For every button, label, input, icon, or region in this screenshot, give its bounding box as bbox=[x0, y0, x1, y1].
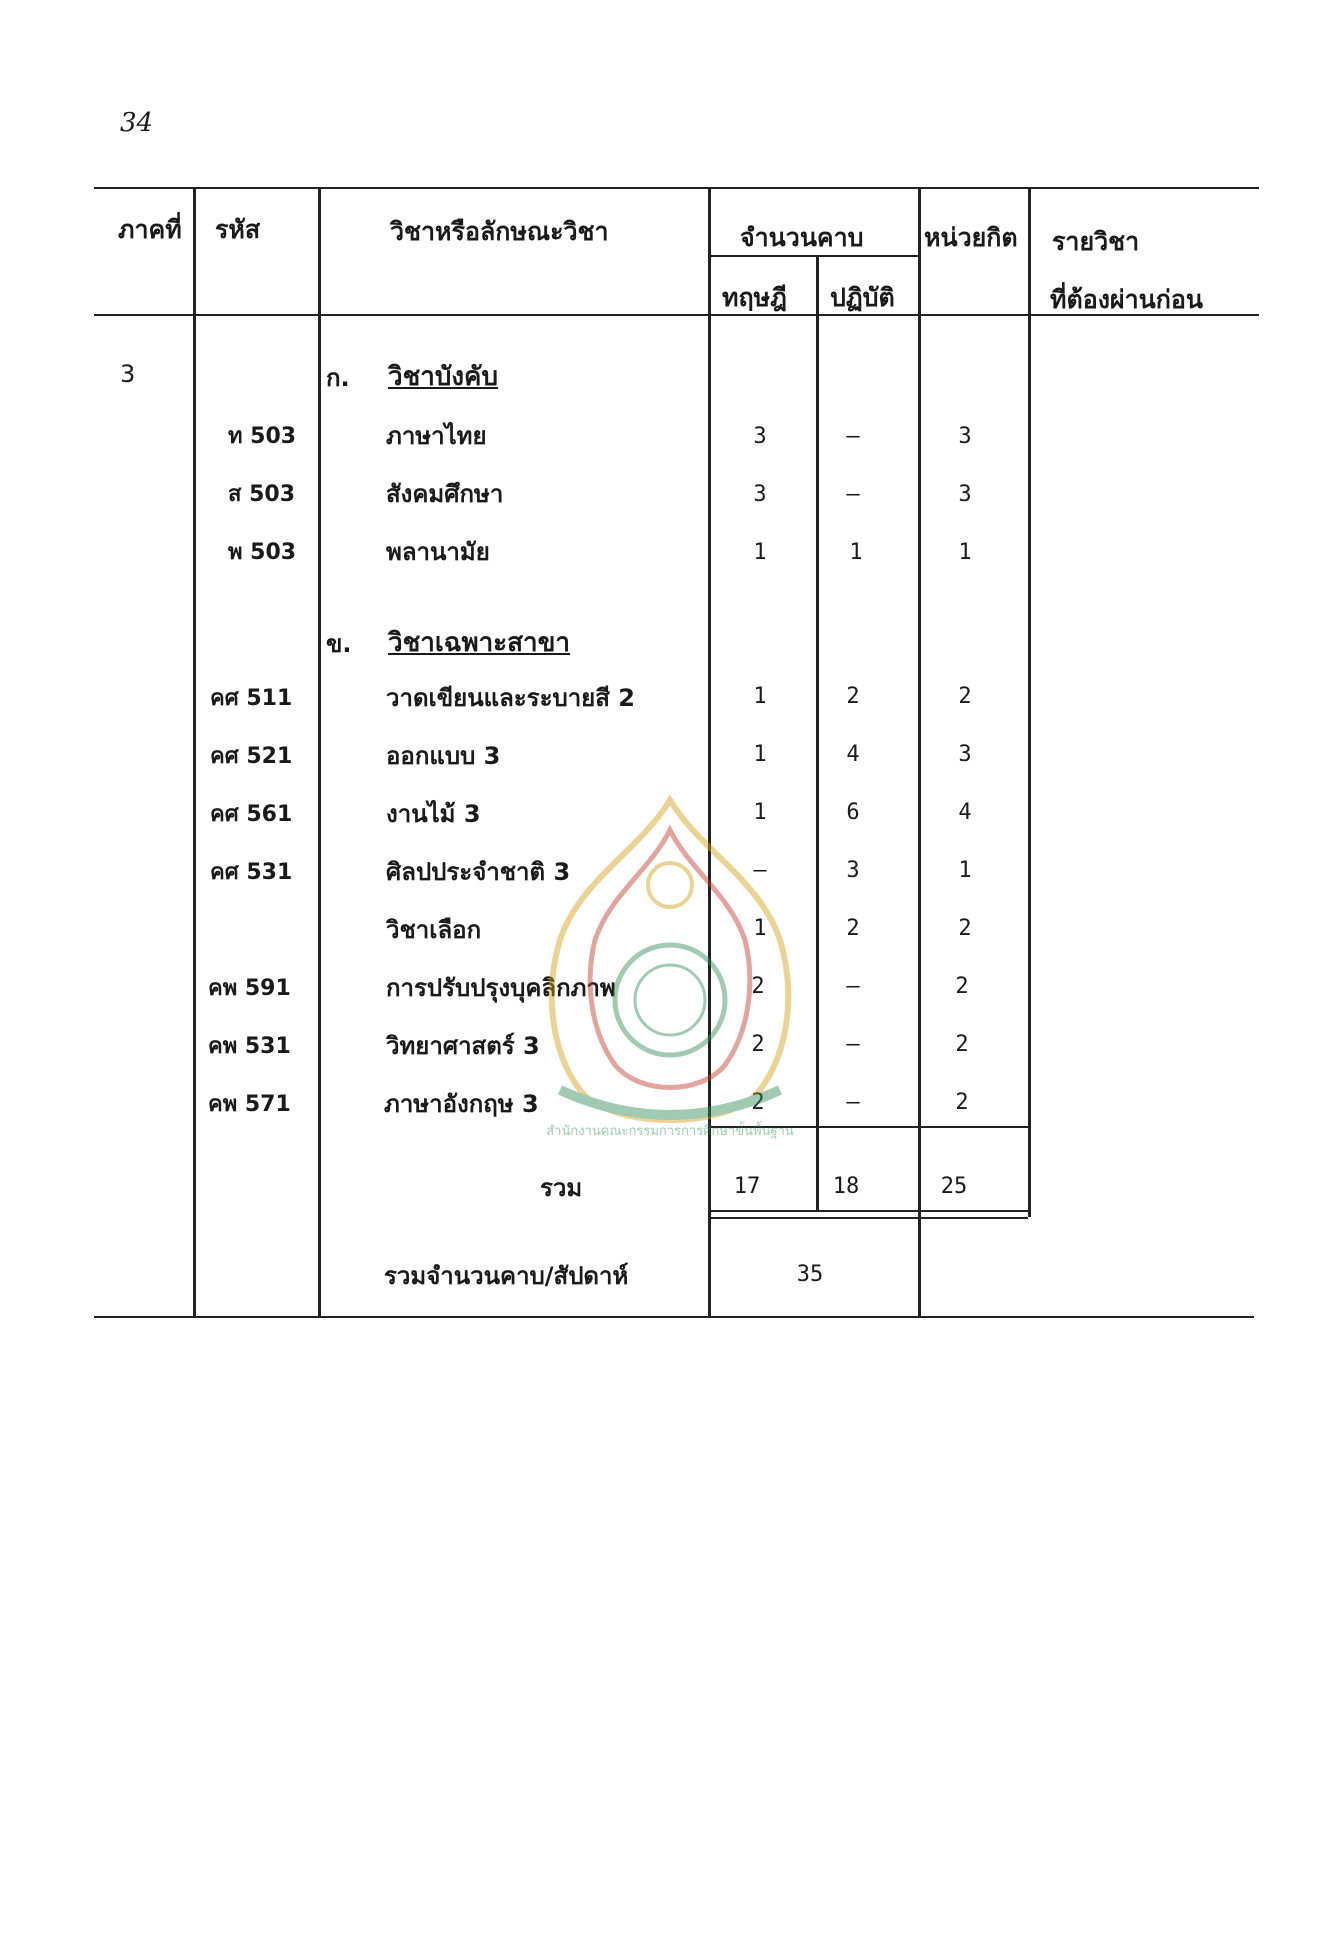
total-label: รวม bbox=[540, 1174, 583, 1202]
row-practice: 6 bbox=[846, 800, 860, 825]
row-credits: 2 bbox=[958, 684, 972, 709]
row-practice: – bbox=[846, 482, 860, 507]
row-practice: – bbox=[846, 1032, 860, 1057]
row-theory: 1 bbox=[753, 742, 767, 767]
row-credits: 1 bbox=[958, 540, 972, 565]
header-periods: จำนวนคาบ bbox=[740, 223, 864, 252]
total-theory: 17 bbox=[733, 1174, 761, 1199]
row-theory: 1 bbox=[753, 800, 767, 825]
row-theory: 2 bbox=[751, 974, 765, 999]
section-b-label: ข. bbox=[326, 630, 352, 658]
row-subject: ภาษาอังกฤษ 3 bbox=[384, 1090, 539, 1118]
row-code: คพ 531 bbox=[208, 1034, 291, 1059]
header-theory: ทฤษฎี bbox=[722, 283, 787, 312]
section-a-title: วิชาบังคับ bbox=[388, 362, 498, 392]
row-credits: 2 bbox=[955, 1090, 969, 1115]
row-subject: วาดเขียนและระบายสี 2 bbox=[386, 684, 635, 712]
row-theory: 3 bbox=[753, 424, 767, 449]
col-divider-practice bbox=[918, 187, 921, 1317]
header-credits: หน่วยกิต bbox=[924, 223, 1018, 252]
header-prereq-1: รายวิชา bbox=[1052, 227, 1140, 256]
row-credits: 1 bbox=[958, 858, 972, 883]
table-top-rule bbox=[94, 187, 1259, 189]
row-code: ท 503 bbox=[228, 424, 297, 449]
row-subject: ออกแบบ 3 bbox=[386, 742, 501, 770]
row-code: คศ 511 bbox=[210, 686, 293, 711]
header-semester: ภาคที่ bbox=[118, 215, 182, 244]
row-code: คศ 561 bbox=[210, 802, 293, 827]
row-practice: 2 bbox=[846, 684, 860, 709]
row-theory: 2 bbox=[751, 1090, 765, 1115]
row-theory: 1 bbox=[753, 540, 767, 565]
row-theory: 3 bbox=[753, 482, 767, 507]
row-theory: 1 bbox=[753, 916, 767, 941]
row-subject: ศิลปประจำชาติ 3 bbox=[386, 858, 571, 886]
watermark-seal-text: สำนักงานคณะกรรมการการศึกษาขั้นพื้นฐาน bbox=[546, 1124, 794, 1139]
total-practice: 18 bbox=[832, 1174, 860, 1199]
row-theory: 1 bbox=[753, 684, 767, 709]
row-code: คพ 571 bbox=[208, 1092, 291, 1117]
row-code: คศ 531 bbox=[210, 860, 293, 885]
row-practice: – bbox=[846, 424, 860, 449]
weekly-total-label: รวมจำนวนคาบ/สัปดาห์ bbox=[384, 1262, 629, 1290]
col-divider-credits bbox=[1028, 187, 1031, 1217]
col-divider-semester bbox=[193, 187, 196, 1317]
semester-value: 3 bbox=[120, 360, 136, 388]
row-credits: 3 bbox=[958, 482, 972, 507]
row-practice: 2 bbox=[846, 916, 860, 941]
total-bottom-rule-2 bbox=[708, 1217, 1028, 1219]
row-subject: พลานามัย bbox=[386, 538, 490, 566]
page-number: 34 bbox=[120, 108, 154, 138]
row-code: คศ 521 bbox=[210, 744, 293, 769]
row-practice: 4 bbox=[846, 742, 860, 767]
header-prereq-2: ที่ต้องผ่านก่อน bbox=[1050, 285, 1203, 314]
section-a-label: ก. bbox=[326, 364, 350, 392]
row-code: พ 503 bbox=[228, 540, 297, 565]
row-credits: 4 bbox=[958, 800, 972, 825]
row-code: คพ 591 bbox=[208, 976, 291, 1001]
table-bottom-rule bbox=[94, 1316, 1254, 1318]
row-theory: 2 bbox=[751, 1032, 765, 1057]
row-practice: – bbox=[846, 1090, 860, 1115]
row-subject: สังคมศึกษา bbox=[386, 480, 504, 508]
row-practice: 3 bbox=[846, 858, 860, 883]
weekly-total-value: 35 bbox=[796, 1262, 824, 1287]
row-credits: 3 bbox=[958, 424, 972, 449]
row-code: ส 503 bbox=[228, 482, 296, 507]
row-subject: วิชาเลือก bbox=[386, 916, 482, 944]
total-credits: 25 bbox=[940, 1174, 968, 1199]
col-divider-code bbox=[318, 187, 321, 1317]
section-b-title: วิชาเฉพาะสาขา bbox=[388, 628, 570, 658]
row-credits: 3 bbox=[958, 742, 972, 767]
row-subject: การปรับปรุงบุคลิกภาพ bbox=[386, 974, 616, 1002]
row-subject: วิทยาศาสตร์ 3 bbox=[386, 1032, 540, 1060]
header-code: รหัส bbox=[215, 215, 261, 244]
row-subject: งานไม้ 3 bbox=[386, 800, 481, 828]
header-practice: ปฏิบัติ bbox=[830, 283, 895, 312]
row-credits: 2 bbox=[955, 974, 969, 999]
total-bottom-rule bbox=[708, 1210, 1028, 1212]
watermark-seal bbox=[520, 790, 820, 1160]
row-practice: – bbox=[846, 974, 860, 999]
row-subject: ภาษาไทย bbox=[386, 422, 487, 450]
row-practice: 1 bbox=[849, 540, 863, 565]
row-credits: 2 bbox=[955, 1032, 969, 1057]
header-subject: วิชาหรือลักษณะวิชา bbox=[390, 217, 609, 246]
row-credits: 2 bbox=[958, 916, 972, 941]
row-theory: – bbox=[753, 858, 767, 883]
